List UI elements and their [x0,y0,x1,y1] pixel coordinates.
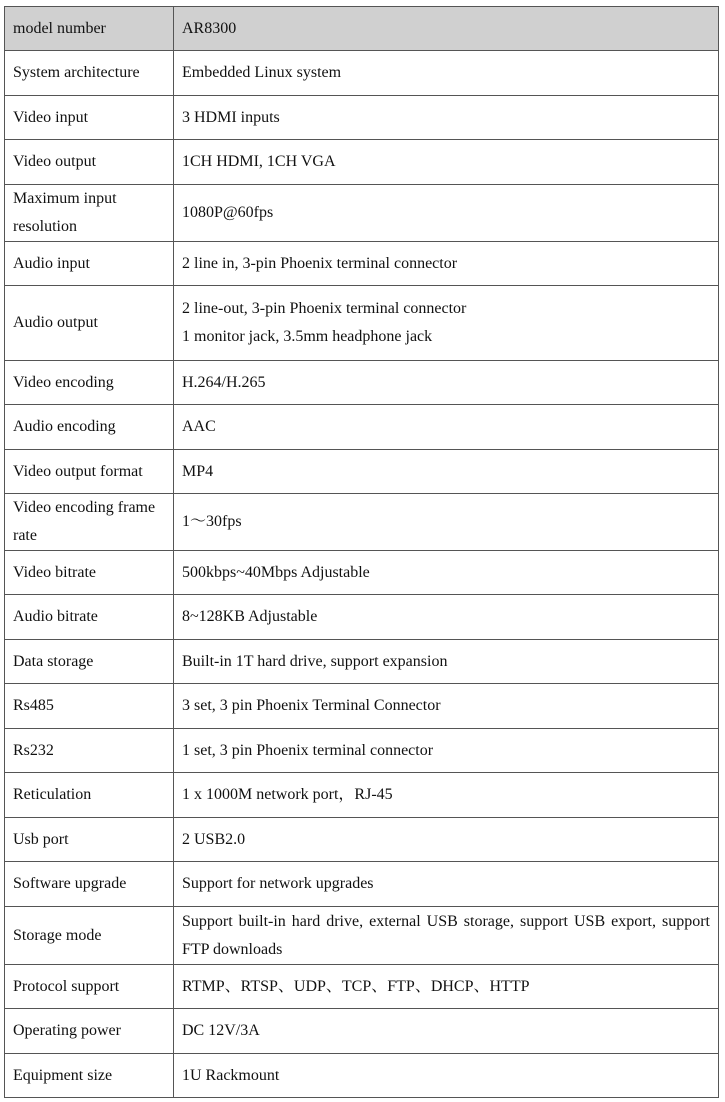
table-row [5,450,719,494]
spec-label: Video output format [5,450,174,494]
spec-value [174,450,719,494]
spec-value [174,96,719,140]
spec-value [174,361,719,405]
spec-table [4,6,719,1098]
table-row [5,494,719,551]
spec-value [174,242,719,286]
table-row [5,1009,719,1054]
spec-label: Data storage [5,640,174,684]
spec-value-line: 2 USB2.0 [182,830,246,848]
spec-value-line: Built-in 1T hard drive, support expansion [182,652,448,670]
table-row [5,640,719,684]
spec-value-line: 8~128KB Adjustable [182,608,318,625]
spec-label: Audio output [5,286,174,361]
table-row [5,551,719,595]
spec-value-line: 1 set, 3 pin Phoenix terminal connector [182,741,434,759]
spec-label: Video bitrate [5,551,174,595]
table-row [5,361,719,405]
spec-value-line: H.264/H.265 [182,373,266,391]
spec-label: Audio input [5,242,174,286]
spec-label: Software upgrade [5,862,174,907]
spec-value-line: 3 set, 3 pin Phoenix Terminal Connector [182,697,441,714]
table-row [5,405,719,450]
spec-value [174,773,719,818]
spec-value [174,140,719,185]
table-row [5,729,719,773]
spec-value-line: 1 x 1000M network port，RJ-45 [182,786,393,803]
spec-value-line: 1～30fps [182,513,242,530]
table-row [5,595,719,640]
spec-label: Video output [5,140,174,185]
spec-value [174,494,719,551]
table-row [5,862,719,907]
spec-value [174,405,719,450]
spec-value [174,684,719,729]
spec-label: Video encoding frame rate [5,494,174,551]
table-row [5,96,719,140]
spec-value [174,640,719,684]
spec-label: Maximum input resolution [5,185,174,242]
spec-label: System architecture [5,51,174,96]
spec-value [174,862,719,907]
spec-value [174,1054,719,1098]
spec-label: Equipment size [5,1054,174,1098]
spec-value [174,818,719,862]
spec-value [174,1009,719,1054]
spec-label: Storage mode [5,907,174,965]
spec-value-line: 2 line-out, 3-pin Phoenix terminal connector [182,300,467,317]
spec-value-line: 3 HDMI inputs [182,108,280,126]
table-row [5,773,719,818]
spec-value [174,965,719,1009]
spec-label: Video encoding [5,361,174,405]
spec-value [174,51,719,96]
spec-label: Usb port [5,818,174,862]
table-header-row [5,7,719,51]
spec-label: Operating power [5,1009,174,1054]
spec-value-line: 1CH HDMI, 1CH VGA [182,153,336,170]
spec-label: Reticulation [5,773,174,818]
spec-value-line: 2 line in, 3-pin Phoenix terminal connector [182,254,458,272]
header-value-cell: AR8300 [174,7,719,51]
table-row [5,907,719,965]
table-row [5,965,719,1009]
table-row [5,140,719,185]
spec-label: Rs232 [5,729,174,773]
spec-label: Rs485 [5,684,174,729]
spec-label: Audio encoding [5,405,174,450]
table-row [5,818,719,862]
spec-value-line: 1 monitor jack, 3.5mm headphone jack [182,328,433,345]
spec-label: Audio bitrate [5,595,174,640]
spec-label: Protocol support [5,965,174,1009]
table-row [5,1054,719,1098]
table-row [5,684,719,729]
table-row [5,242,719,286]
spec-value [174,286,719,361]
spec-value [174,729,719,773]
spec-value-line: AAC [182,418,216,435]
spec-value-line: 500kbps~40Mbps Adjustable [182,563,370,581]
spec-value-line: MP4 [182,462,214,480]
spec-value [174,551,719,595]
spec-value [174,595,719,640]
spec-value-line: DC 12V/3A [182,1022,260,1039]
spec-label: Video input [5,96,174,140]
table-row [5,51,719,96]
spec-value-line: RTMP、RTSP、UDP、TCP、FTP、DHCP、HTTP [182,977,530,995]
spec-value-line: Support built-in hard drive, external USB storage, support USB export, support FTP downloads [182,912,710,958]
table-row [5,286,719,361]
spec-value-line: Support for network upgrades [182,875,374,892]
spec-value-line: 1080P@60fps [182,204,274,221]
header-label-cell: model number [5,7,174,51]
table-row [5,185,719,242]
spec-value [174,907,719,965]
spec-value-line: Embedded Linux system [182,64,342,81]
spec-value [174,185,719,242]
spec-value-line: 1U Rackmount [182,1066,280,1084]
